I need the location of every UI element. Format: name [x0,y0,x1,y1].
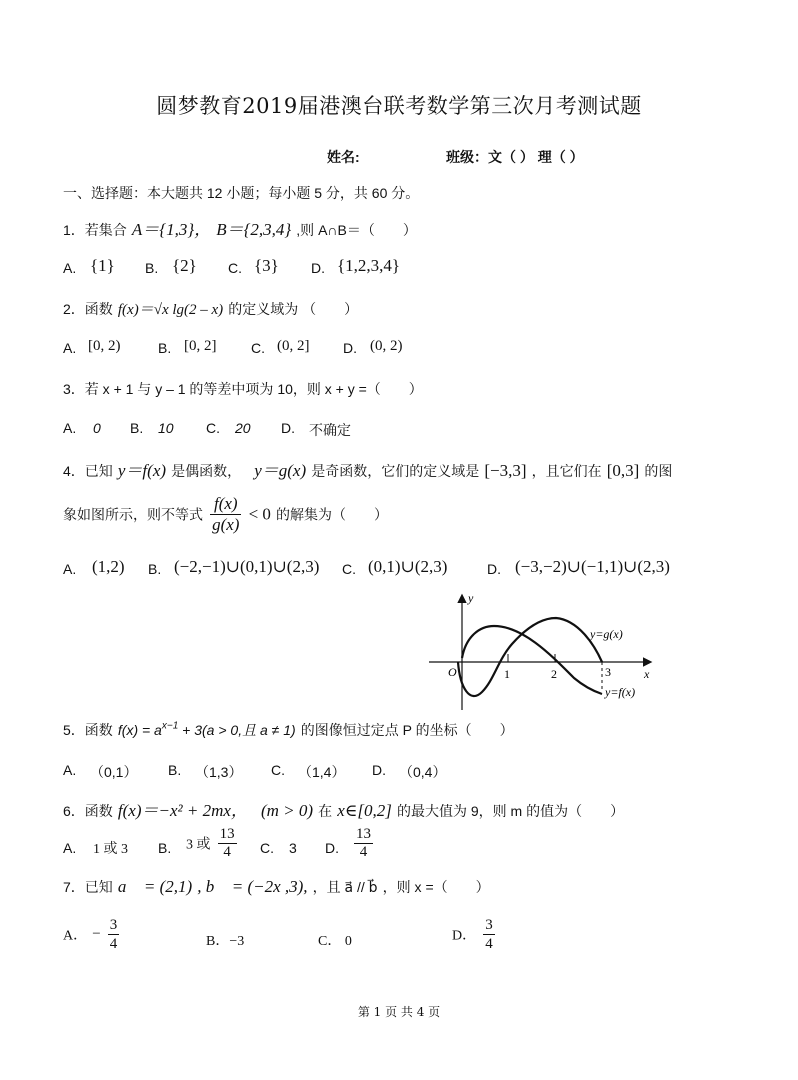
tick-label-1: 1 [504,667,510,681]
q6-pre: 6．函数 [63,803,113,819]
q1-opt-b-label: B. [145,260,159,276]
q7-opt-d-den: 4 [485,936,493,952]
q7-post: ，则 x =（ ） [382,879,490,895]
q6-post: 的最大值为 9，则 m 的值为（ ） [396,803,625,819]
q6-opt-b-prefix: 3 或 [186,837,211,853]
q2-opt-b-label: B. [158,340,172,356]
q2-opt-c-label: C. [251,340,265,356]
q3-opt-d: 不确定 [309,422,351,438]
question-4-line-1 [63,456,672,481]
tick-label-2: 2 [551,667,557,681]
page-title: 圆梦教育2019届港澳台联考数学第三次月考测试题 [156,94,642,118]
question-1 [63,215,417,240]
q3-opt-a-label: A. [63,420,77,436]
origin-label: O [448,665,457,679]
q4-g-expr: y＝g(x) [254,461,307,480]
q7-opt-a-label: A． [63,928,88,944]
q7-opt-d-fraction [483,916,495,953]
q4-opt-b-label: B. [148,561,162,577]
q1-stem-pre: 1．若集合 [63,222,127,238]
q5-opt-a-label: A. [63,762,77,778]
q5-exp: x−1 [161,720,179,732]
q7-vec-a: a⃗ = (2,1) [117,877,193,896]
q4-ineq: < 0 [248,504,271,524]
question-5 [63,720,514,740]
q1-opt-d-label: D. [311,260,325,276]
q4-opt-c-label: C. [342,561,356,577]
q4-opt-a-label: A. [63,561,77,577]
q5-opt-d: （0,4） [399,764,447,780]
q4-post: 的图 [644,463,673,479]
q5-opt-d-label: D. [372,762,386,778]
curve-g-line [462,626,602,694]
q7-opt-a-minus: − [92,926,101,942]
q6-opt-d [352,826,375,861]
q2-opt-a: [0, 2) [88,338,121,354]
q7-mid: ，且 a⃗ // b⃗ [312,879,378,895]
q3-opt-b: 10 [158,420,174,436]
q7-vec-b: , b⃗ = (−2x ,3), [197,877,308,896]
q4-opt-c: (0,1)∪(2,3) [368,557,448,576]
section-heading: 一、选择题：本大题共 12 小题；每小题 5 分，共 60 分。 [63,185,420,201]
q5-func: f(x) = a [117,722,162,738]
q2-opt-a-label: A. [63,340,77,356]
tick-label-3: 3 [605,665,611,679]
q4-interval: [0,3] [606,461,640,480]
q6-opt-d-den: 4 [359,844,368,860]
q6-opt-b-label: B. [158,840,172,856]
q2-stem-post: 的定义域为 （ ） [228,301,359,317]
q2-opt-b: [0, 2] [184,338,217,354]
q4-domain: [−3,3] [484,461,527,480]
y-axis-label: y [468,591,474,605]
q6-func: f(x)＝−x² + 2mx， [117,801,248,820]
q6-opt-b-fraction [218,826,237,861]
q1-opt-a: {1} [90,256,115,275]
name-label: 姓名: [327,149,360,165]
question-6 [63,796,624,821]
q7-opt-d [452,916,497,953]
question-3: 3．若 x + 1 与 y – 1 的等差中项为 10，则 x + y =（ ） [63,381,423,397]
q3-opt-b-label: B. [130,420,144,436]
q1-set-a: A＝{1,3}， [131,220,212,239]
q3-opt-d-label: D. [281,420,295,436]
q1-opt-a-label: A. [63,260,77,276]
label-g: y=g(x) [590,627,623,641]
q4-opt-d-label: D. [487,561,501,577]
q6-opt-d-label: D. [325,840,339,856]
q4-f-expr: y＝f(x) [117,461,167,480]
q1-set-b: B＝{2,3,4} [216,220,292,239]
q6-opt-a: 1 或 3 [93,842,128,857]
q1-opt-d: {1,2,3,4} [337,256,401,275]
q4-mid3: ，且它们在 [531,463,602,479]
q4-mid2: 是奇函数，它们的定义域是 [311,463,480,479]
q4-function-graph [424,588,664,713]
label-f: y=f(x) [605,685,636,699]
q6-opt-b-num: 13 [219,826,235,842]
q7-opt-d-num: 3 [485,917,493,933]
q6-opt-a-label: A. [63,840,77,856]
q5-post: 的图像恒过定点 P 的坐标（ ） [300,722,514,738]
q6-opt-c: 3 [289,840,297,856]
q2-stem-pre: 2．函数 [63,301,113,317]
q7-opt-a [63,916,121,953]
question-2 [63,298,358,319]
q2-opt-d-label: D. [343,340,357,356]
q4-frac-den: g(x) [212,515,240,534]
curve-g [462,630,602,675]
q7-opt-a-fraction [108,916,120,953]
q6-opt-c-label: C. [260,840,274,856]
q2-func: f(x)＝√x lg(2 – x) [117,302,224,318]
q5-pre: 5．函数 [63,722,113,738]
q3-opt-c-label: C. [206,420,220,436]
question-4-line-2 [63,494,388,535]
q4-pre: 4．已知 [63,463,113,479]
class-label: 班级：文（ ） 理（ ） [446,149,584,165]
q5-func-post: + 3(a > 0,且 a ≠ 1) [178,722,296,738]
q4-line2-pre: 象如图所示，则不等式 [63,506,203,523]
q4-opt-b: (−2,−1)∪(0,1)∪(2,3) [174,557,320,576]
page-footer: 第 1 页 共 4 页 [357,1005,441,1019]
q5-opt-b: （1,3） [195,764,243,780]
q7-opt-a-num: 3 [109,917,118,933]
q1-stem-post: ,则 A∩B＝（ ） [296,222,417,238]
q1-opt-b: {2} [172,256,197,275]
q6-range: x∈[0,2] [337,801,392,820]
q5-opt-a: （0,1） [90,764,138,780]
q7-opt-b: B．−3 [206,934,245,949]
q4-opt-a: (1,2) [92,557,125,576]
q4-opt-d: (−3,−2)∪(−1,1)∪(2,3) [515,557,670,576]
q6-opt-b [186,826,239,861]
q4-line2-post: 的解集为（ ） [276,506,388,523]
question-7 [63,877,490,897]
q5-opt-c-label: C. [271,762,285,778]
q5-opt-c: （1,4） [298,764,346,780]
q7-opt-a-den: 4 [109,936,118,952]
q6-opt-d-num: 13 [356,826,371,842]
q7-pre: 7．已知 [63,879,113,895]
x-axis-label: x [644,667,650,681]
q6-mid: 在 [318,803,333,819]
q7-opt-c: C． 0 [318,934,352,949]
q3-opt-a: 0 [93,420,101,436]
q2-opt-c: (0, 2] [277,338,310,354]
q4-fraction [210,494,241,535]
q7-opt-d-label: D． [452,928,477,944]
q4-mid1: 是偶函数， [171,463,242,479]
q2-opt-d: (0, 2) [370,338,403,354]
q6-opt-d-fraction [354,826,373,861]
q6-opt-b-den: 4 [223,844,231,860]
q6-cond: (m > 0) [260,801,314,820]
q1-opt-c-label: C. [228,260,242,276]
q4-frac-num: f(x) [210,494,241,515]
q5-opt-b-label: B. [168,762,182,778]
q1-opt-c: {3} [254,256,279,275]
q3-opt-c: 20 [235,420,251,436]
